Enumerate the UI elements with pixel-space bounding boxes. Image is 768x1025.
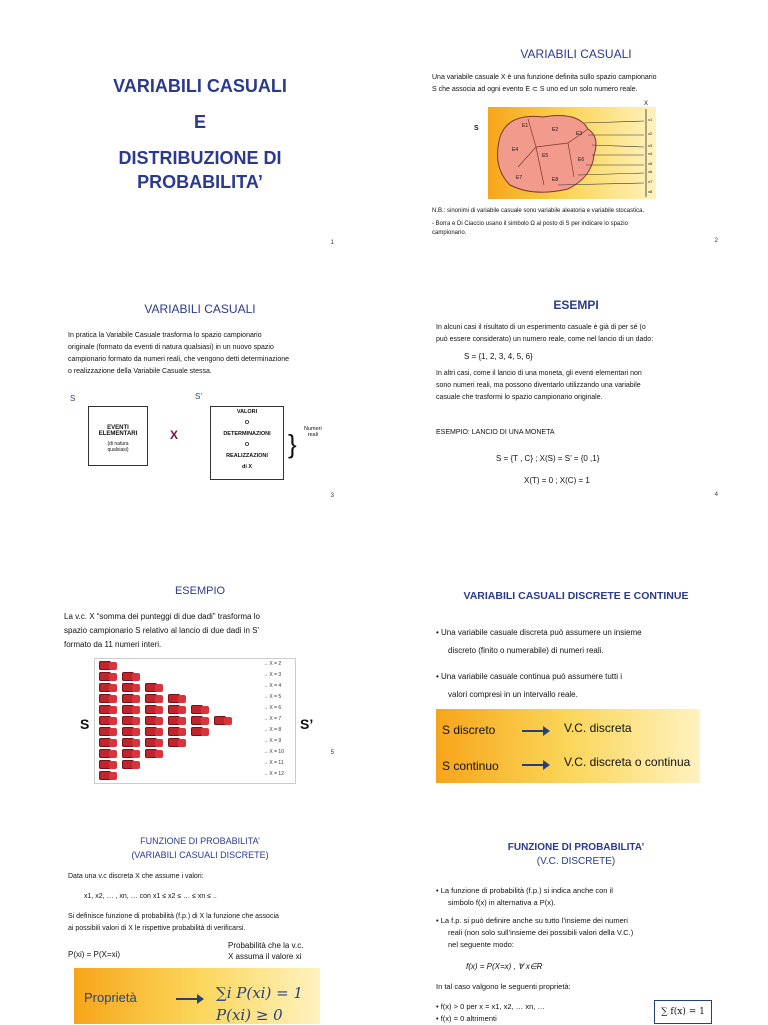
x-axis-label: X: [644, 101, 649, 107]
die-pair: [132, 717, 140, 725]
bullet-1-line1: • Una variabile casuale discreta può assumere un insieme: [436, 628, 642, 637]
value-x5: x5: [648, 161, 653, 166]
sum-label: → X = 5: [263, 694, 282, 700]
s-label: S: [474, 125, 479, 132]
event-e6: E6: [578, 157, 585, 163]
paragraph-line3: formato da 11 numeri interi.: [64, 640, 162, 649]
mapping-diagram: [488, 107, 656, 199]
event-e4: E4: [512, 147, 519, 153]
sum-property: ∑i P(xi) = 1: [216, 984, 303, 1002]
paragraph-line5: casuale che trasformi lo spazio campionario originale.: [436, 394, 603, 401]
sum-label: → X = 2: [263, 661, 282, 667]
paragraph-line3: campionario formato da numeri reali, che vengono detti determinazione: [68, 356, 290, 363]
nb-note: N.B.: sinonimi di variabile casuale sono variabile aleatoria e variabile stocastica.: [432, 208, 645, 214]
values-box-line2: O: [244, 420, 250, 426]
bullet-1-line2: discreto (finito o numerabile) di numeri reali.: [448, 646, 604, 655]
event-e5: E5: [542, 153, 549, 159]
slide-title-line2: (V.C. DISCRETE): [536, 856, 616, 867]
slide-4: [384, 256, 768, 512]
discrete-vc-label: V.C. discreta: [564, 721, 632, 735]
paragraph-line1: In alcuni casi il risultato di un esperimento casuale è già di per sé (o: [436, 324, 646, 331]
slide-title: VARIABILI CASUALI: [520, 47, 632, 61]
sample-space-figure: [474, 101, 656, 199]
bullet-1-line2: simbolo f(x) in alternativa a P(x).: [448, 898, 556, 907]
die-pair: [178, 706, 186, 714]
events-box-line3: (di natura: [107, 441, 129, 447]
die-pair: [109, 739, 117, 747]
value-x7: x7: [648, 179, 653, 184]
slide-3: [0, 256, 384, 512]
continuous-space-label: S continuo: [442, 759, 499, 773]
values-box-line5: REALIZZAZIONI: [226, 453, 268, 459]
die-pair: [155, 695, 163, 703]
paragraph-line4: o realizzazione della Variabile Casuale stessa.: [68, 368, 212, 375]
event-e7: E7: [516, 175, 523, 181]
die-pair: [155, 728, 163, 736]
slide-6: [384, 512, 768, 773]
bullet-1-line1: • La funzione di probabilità (f.p.) si indica anche con il: [436, 886, 613, 895]
die-pair: [109, 662, 117, 670]
coin-equation-2: X(T) = 0 ; X(C) = 1: [524, 476, 590, 485]
page-number: 5: [330, 750, 334, 756]
s-label: S: [70, 394, 76, 403]
slide-5: [0, 512, 384, 777]
probability-note-1: Probabilità che la v.c.: [228, 941, 304, 950]
bullet-2-line2: reali (non solo sull’insieme dei possibili valori della V.C.): [448, 928, 634, 937]
die-pair: [109, 684, 117, 692]
page-number: 1: [330, 240, 334, 246]
page-number: 2: [714, 238, 718, 244]
bullet-2-line1: • Una variabile casuale continua può assumere tutti i: [436, 672, 623, 681]
paragraph-line3: ai possibili valori di X le rispettive probabilità di verificarsi.: [68, 925, 246, 932]
sum-label: → X = 6: [263, 705, 282, 711]
die-pair: [155, 739, 163, 747]
event-e3: E3: [576, 131, 583, 137]
dice-grid: [94, 658, 296, 784]
properties-label: Proprietà: [84, 990, 137, 1005]
numeri-line1: Numeri: [304, 426, 322, 432]
paragraph-line2: può essere considerato) un numero reale, come nel lancio di un dado:: [436, 336, 654, 343]
page-number: 4: [714, 492, 718, 498]
definition-line1: Una variabile casuale X è una funzione definita sullo spazio campionario: [432, 74, 657, 81]
nb-note-2a: - Borra e Di Ciaccio usano il simbolo Ω al posto di S per indicare lo spazio: [432, 221, 628, 227]
slide-title: ESEMPI: [553, 298, 599, 312]
die-pair: [224, 717, 232, 725]
slide-title-line1: FUNZIONE DI PROBABILITA’: [507, 842, 645, 853]
die-pair: [178, 739, 186, 747]
die-pair: [155, 717, 163, 725]
die-pair: [132, 673, 140, 681]
paragraph-line2: Si definisce funzione di probabilità (f.p.) di X la funzione che associa: [68, 913, 279, 920]
event-e2: E2: [552, 127, 559, 133]
continuous-vc-label: V.C. discreta o continua: [564, 755, 691, 769]
coin-equation-1: S = {T , C} ; X(S) = S’ = {0 ,1}: [496, 454, 600, 463]
die-pair: [132, 728, 140, 736]
paragraph-line4: sono numeri reali, ma possono diventarlo utilizzando una variabile: [436, 382, 641, 389]
sum-label: → X = 8: [263, 727, 282, 733]
sum-label: → X = 11: [263, 760, 284, 766]
brace-icon: }: [288, 429, 297, 459]
s-prime-label: S’: [300, 716, 314, 732]
slide-title-line1: FUNZIONE DI PROBABILITA’: [140, 836, 260, 846]
paragraph-line2: spazio campionario S relativo al lancio di due dadi in S’: [64, 626, 260, 635]
discrete-space-label: S discreto: [442, 723, 496, 737]
die-pair: [109, 750, 117, 758]
numeri-line2: reali: [307, 432, 319, 438]
slide-7: [0, 768, 384, 1024]
bullet-2-line1: • La f.p. si può definire anche su tutto l’insieme dei numeri: [436, 916, 628, 925]
properties-intro: In tal caso valgono le seguenti proprietà:: [436, 982, 571, 991]
events-box-line1: EVENTI: [107, 425, 129, 431]
die-pair: [201, 728, 209, 736]
events-box-line2: ELEMENTARI: [98, 431, 138, 437]
value-x8: x8: [648, 189, 653, 194]
slide-title: VARIABILI CASUALI: [144, 302, 256, 316]
bullet-2-line2: valori compresi in un intervallo reale.: [448, 690, 578, 699]
nb-note-2b: campionario.: [432, 230, 467, 236]
x-mapping-label: X: [170, 428, 179, 442]
event-e8: E8: [552, 177, 559, 183]
die-pair: [132, 706, 140, 714]
paragraph-line3: In altri casi, come il lancio di una moneta, gli eventi elementari non: [436, 370, 642, 377]
die-pair: [132, 684, 140, 692]
paragraph-line1: In pratica la Variabile Casuale trasforma lo spazio campionario: [68, 332, 262, 339]
slide-8: [384, 768, 768, 1024]
value-x1: x1: [648, 117, 653, 122]
arrow-icon: [176, 998, 202, 1000]
value-x6: x6: [648, 169, 653, 174]
die-pair: [109, 695, 117, 703]
values-box-line3: DETERMINAZIONI: [223, 431, 271, 437]
die-pair: [109, 673, 117, 681]
sum-label: → X = 4: [263, 683, 282, 689]
sum-label: → X = 9: [263, 738, 282, 744]
slide-title: VARIABILI CASUALI DISCRETE E CONTINUE: [463, 590, 689, 602]
die-pair: [132, 750, 140, 758]
paragraph-line2: originale (formato da eventi di natura qualsiasi) in un nuovo spazio: [68, 344, 274, 351]
die-pair: [155, 706, 163, 714]
slide-title-line2: E: [193, 112, 206, 132]
slide-title-line3: DISTRIBUZIONE DI: [118, 148, 282, 168]
probability-note-2: X assuma il valore xi: [228, 952, 302, 961]
sum-label: → X = 12: [263, 771, 284, 777]
value-x4: x4: [648, 151, 653, 156]
die-pair: [178, 695, 186, 703]
die-pair: [109, 717, 117, 725]
die-pair: [132, 739, 140, 747]
property-1: • f(x) > 0 per x = x1, x2, … xn, …: [436, 1002, 545, 1011]
slide-title-line2: (VARIABILI CASUALI DISCRETE): [131, 850, 269, 860]
die-pair: [201, 706, 209, 714]
paragraph-line1: La v.c. X “somma dei punteggi di due dadi” trasforma lo: [64, 612, 260, 621]
value-x3: x3: [648, 143, 653, 148]
values-box-line1: VALORI: [236, 409, 258, 415]
sum-label: → X = 10: [263, 749, 284, 755]
arrow-icon: [522, 764, 548, 766]
bullet-2-line3: nel seguente modo:: [448, 940, 514, 949]
page-number: 3: [330, 493, 334, 499]
example-heading: ESEMPIO: LANCIO DI UNA MONETA: [436, 429, 555, 436]
die-pair: [155, 684, 163, 692]
values-box: [210, 406, 284, 480]
values-sequence: x1, x2, … , xn, … con x1 ≤ x2 ≤ … ≤ xn ≤ ..: [84, 893, 217, 900]
slide-title-line1: VARIABILI CASUALI: [113, 76, 287, 96]
s-prime-label: S’: [195, 392, 203, 401]
slide-1: [0, 0, 384, 256]
die-pair: [109, 728, 117, 736]
sum-label: → X = 3: [263, 672, 282, 678]
probability-definition: P(xi) = P(X=xi): [68, 950, 121, 959]
events-box: [88, 406, 148, 466]
arrow-icon: [522, 730, 548, 732]
values-box-line6: di X: [241, 464, 253, 470]
slide-2: [384, 0, 768, 256]
events-box-line4: qualsiasi): [107, 447, 129, 453]
definition-line2: S che associa ad ogni evento E ⊂ S uno ed un solo numero reale.: [432, 86, 638, 93]
value-x2: x2: [648, 131, 653, 136]
event-e1: E1: [522, 123, 529, 129]
fx-definition: f(x) = P(X=x) , ∀ x∈R: [466, 962, 543, 971]
die-pair: [201, 717, 209, 725]
die-pair: [178, 717, 186, 725]
die-pair: [109, 706, 117, 714]
sum-formula-box: ∑ f(x) = 1: [654, 1000, 712, 1024]
values-box-line4: O: [244, 442, 250, 448]
paragraph-line1: Data una v.c discreta X che assume i valori:: [68, 873, 204, 880]
die-pair: [132, 695, 140, 703]
slide-title-line4: PROBABILITA’: [137, 172, 263, 192]
nonnegative-property: P(xi) ≥ 0: [216, 1006, 283, 1024]
die-pair: [178, 728, 186, 736]
s-label: S: [80, 716, 90, 732]
properties-box: [74, 968, 320, 1024]
numeri-reali-label: [304, 426, 322, 438]
slide-title: ESEMPIO: [174, 585, 226, 597]
die-pair: [155, 750, 163, 758]
die-sample-space: S = {1, 2, 3, 4, 5, 6}: [464, 352, 533, 361]
property-2: • f(x) = 0 altrimenti: [436, 1014, 497, 1023]
sum-label: → X = 7: [263, 716, 282, 722]
